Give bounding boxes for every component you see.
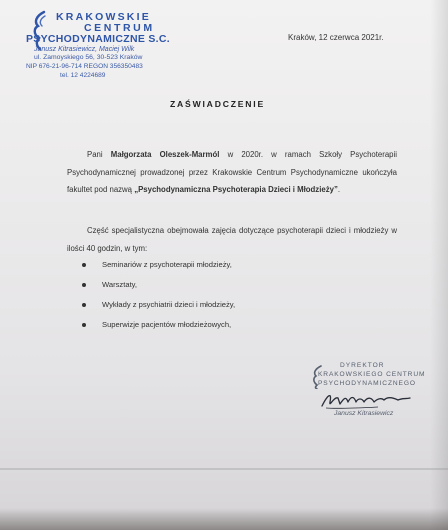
course-name: „Psychodynamiczna Psychoterapia Dzieci i Młodzieży” — [134, 185, 338, 194]
recipient-name: Małgorzata Oleszek-Marmól — [110, 150, 220, 159]
page-bottom-shadow — [0, 508, 448, 530]
bullet-icon — [82, 283, 86, 287]
org-name-line3: PSYCHODYNAMICZNE S.C. — [26, 33, 170, 45]
stamp-org-line1: KRAKOWSKIEGO CENTRUM — [318, 371, 426, 378]
org-address: ul. Zamoyskiego 56, 30-523 Kraków — [34, 54, 143, 61]
paragraph-scope — [67, 222, 397, 257]
handwritten-signature-icon — [318, 388, 413, 412]
stamp-name: Janusz Kitrasiewicz — [334, 410, 394, 417]
p1-end: . — [337, 185, 341, 194]
bullet-icon — [82, 303, 86, 307]
stamp-role: DYREKTOR — [340, 362, 385, 369]
list-item — [82, 320, 382, 340]
list-item — [82, 260, 382, 280]
stamp-org-line2: PSYCHODYNAMICZNEGO — [318, 380, 416, 387]
org-partners: Janusz Kitrasiewicz, Maciej Wilk — [34, 46, 135, 53]
scope-text: Część specjalistyczna obejmowała zajęcia dotyczące psychoterapii dzieci i młodzieży w ilości 40 godzin, w tym: — [67, 226, 397, 253]
paper-fold — [0, 468, 448, 470]
org-phone: tel. 12 4224689 — [60, 72, 106, 79]
bullet-icon — [82, 263, 86, 267]
list-item-text: Superwizje pacjentów młodzieżowych, — [102, 320, 232, 329]
p1-rest: w 2020r. w ramach Szkoły Psychoterapii Psychodynamicznej prowadzonej przez Krakowskie Centrum Psychodynamiczne ukończyła fakultet pod nazwą — [67, 150, 397, 194]
list-item-text: Wykłady z psychiatrii dzieci i młodzieży, — [102, 300, 236, 309]
list-item — [82, 300, 382, 320]
org-name-line2: CENTRUM — [84, 22, 155, 34]
course-items-list — [82, 260, 382, 340]
list-item-text: Warsztaty, — [102, 280, 138, 289]
paragraph-certificate — [67, 146, 397, 199]
page-shadow — [430, 0, 448, 530]
bullet-icon — [82, 323, 86, 327]
document-title: ZAŚWIADCZENIE — [170, 99, 266, 109]
org-name-line1: KRAKOWSKIE — [56, 11, 151, 23]
org-nip-regon: NIP 676-21-96-714 REGON 356350483 — [26, 63, 143, 70]
list-item — [82, 280, 382, 300]
p1-intro: Pani — [87, 150, 111, 159]
date-line: Kraków, 12 czerwca 2021r. — [288, 33, 384, 42]
list-item-text: Seminariów z psychoterapii młodzieży, — [102, 260, 232, 269]
